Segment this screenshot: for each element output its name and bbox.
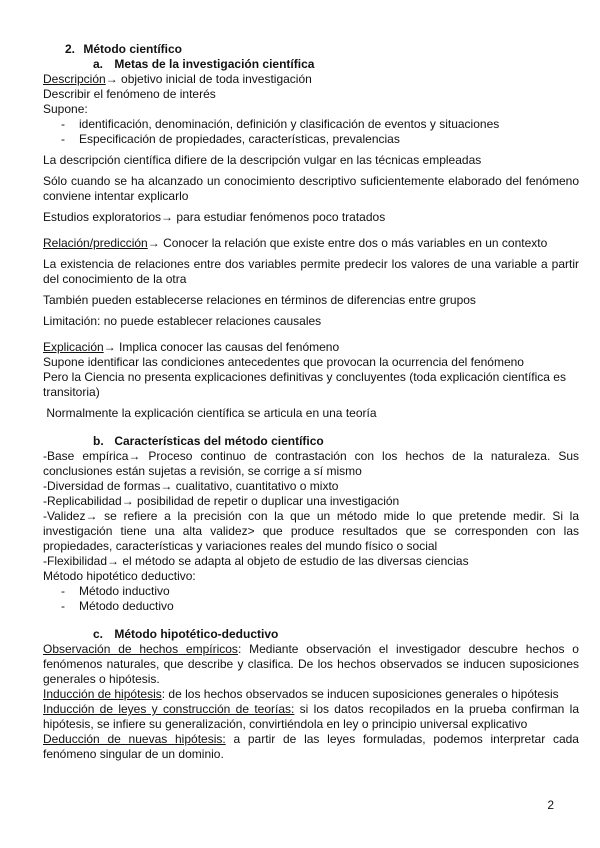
paragraph: -Diversidad de formas→ cualitativo, cuantitativo o mixto: [43, 479, 339, 493]
list-item: - identificación, denominación, definición y clasificación de eventos y situaciones: [61, 117, 500, 131]
subsection-title: Método hipotético-deductivo: [114, 627, 279, 641]
subsection-a-heading: [43, 57, 579, 72]
paragraph: Limitación: no puede establecer relaciones causales: [43, 314, 322, 328]
definition: → Conocer la relación que existe entre dos o más variables en un contexto: [147, 236, 548, 250]
section-title: Método científico: [83, 42, 183, 56]
paragraph: Pero la Ciencia no presenta explicaciones definitivas y concluyentes (toda explicación científica es transitoria): [43, 370, 566, 399]
list-item: - Método inductivo: [61, 584, 170, 598]
paragraph: También pueden establecerse relaciones en términos de diferencias entre grupos: [43, 293, 476, 307]
paragraph: Inducción de hipótesis: de los hechos observados se inducen suposiciones generales o hipótesis: [43, 687, 559, 701]
subsection-letter: b.: [93, 434, 104, 448]
method-bullets: [43, 584, 579, 614]
term: Relación/predicción: [43, 236, 148, 250]
subsection-title: Metas de la investigación científica: [114, 57, 315, 71]
term: Descripción: [43, 72, 106, 86]
paragraph: Supone:: [43, 102, 88, 116]
definition: → objetivo inicial de toda investigación: [105, 72, 312, 86]
definition: → Implica conocer las causas del fenómeno: [103, 340, 340, 354]
subsection-letter: c.: [93, 627, 104, 641]
term: Explicación: [43, 340, 104, 354]
desc-line: [43, 72, 579, 87]
subsection-letter: a.: [93, 57, 104, 71]
paragraph: -Flexibilidad→ el método se adapta al objeto de estudio de las diversas ciencias: [43, 554, 469, 568]
paragraph: Estudios exploratorios→ para estudiar fenómenos poco tratados: [43, 210, 386, 224]
expl-line: [43, 340, 579, 355]
paragraph: Normalmente la explicación científica se articula en una teoría: [43, 406, 377, 420]
subsection-title: Características del método científico: [114, 434, 324, 448]
paragraph: Observación de hechos empíricos: Mediante observación el investigador descubre hechos o fenómenos naturales, que describe y clasifica. De los hechos observados se inducen suposiciones generales o hipótesis.: [43, 642, 579, 686]
rel-line: [43, 236, 579, 251]
paragraph: Supone identificar las condiciones antecedentes que provocan la ocurrencia del fenómeno: [43, 355, 524, 369]
term: Inducción de leyes y construcción de teorías:: [43, 702, 295, 716]
subsection-c-heading: [43, 627, 579, 642]
paragraph: Inducción de leyes y construcción de teorías: si los datos recopilados en la prueba confirman la hipótesis, se infiere su generalización, convirtiéndola en ley o principio universal explicativo: [43, 702, 579, 731]
document-page: [43, 42, 579, 762]
list-item: - Método deductivo: [61, 599, 174, 613]
paragraph: Describir el fenómeno de interés: [43, 87, 216, 101]
term: Observación de hechos empíricos: [43, 642, 238, 656]
paragraph: Método hipotético deductivo:: [43, 569, 196, 583]
subsection-b-heading: [43, 434, 579, 449]
term: Inducción de hipótesis: [43, 687, 162, 701]
paragraph: -Replicabilidad→ posibilidad de repetir o duplicar una investigación: [43, 494, 400, 508]
paragraph: La descripción científica difiere de la descripción vulgar en las técnicas empleadas: [43, 153, 482, 167]
paragraph: -Validez→ se refiere a la precisión con la que un método mide lo que pretende medir. Si la investigación tiene una alta validez> que produce resultados que se corresponden con las propiedades, características y variaciones reales del mundo físico o social: [43, 509, 579, 553]
desc-bullets: [43, 117, 579, 147]
section-heading: [43, 42, 579, 57]
section-number: 2.: [65, 42, 76, 56]
term: Deducción de nuevas hipótesis:: [43, 732, 226, 746]
paragraph: Sólo cuando se ha alcanzado un conocimiento descriptivo suficientemente elaborado del fenómeno conviene intentar explicarlo: [43, 174, 579, 203]
paragraph: -Base empírica→ Proceso continuo de contrastación con los hechos de la naturaleza. Sus conclusiones están sujetas a revisión, se corrige a sí mismo: [43, 449, 579, 478]
paragraph: La existencia de relaciones entre dos variables permite predecir los valores de una variable a partir del conocimiento de la otra: [43, 257, 579, 286]
paragraph: Deducción de nuevas hipótesis: a partir de las leyes formuladas, podemos interpretar cada fenómeno singular de un dominio.: [43, 732, 579, 761]
list-item: - Especificación de propiedades, características, prevalencias: [61, 132, 400, 146]
page-number: 2: [547, 798, 554, 812]
